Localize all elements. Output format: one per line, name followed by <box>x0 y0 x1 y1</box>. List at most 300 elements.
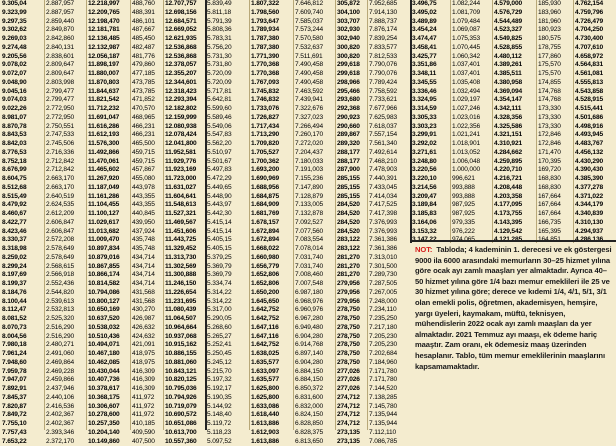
table-cell: 2.612,209 <box>46 210 85 219</box>
table-cell: 5.497,83 <box>207 166 248 175</box>
table-cell: 2.747,533 <box>46 131 85 140</box>
column-divider <box>367 0 368 430</box>
table-cell: 434,714 <box>132 271 162 280</box>
table-cell: 10.886,155 <box>165 350 204 359</box>
table-cell: 987,925 <box>452 201 491 210</box>
table-column <box>165 0 204 430</box>
table-cell: 172,846 <box>538 131 572 140</box>
table-cell: 2.552,436 <box>46 280 85 289</box>
table-cell: 2.402,367 <box>46 411 85 420</box>
table-cell: 11.080,439 <box>165 306 204 315</box>
table-cell: 9.078,02 <box>2 61 43 70</box>
table-cell: 11.029,617 <box>88 219 129 228</box>
table-cell: 4.344,179 <box>575 201 615 210</box>
table-cell: 5.190,35 <box>207 394 248 403</box>
table-cell: 7.440,391 <box>369 175 409 184</box>
table-cell: 1.672,894 <box>251 236 292 245</box>
table-cell: 5.148,40 <box>207 411 248 420</box>
table-cell: 5.448,90 <box>207 193 248 202</box>
table-cell: 4.325,586 <box>494 123 535 132</box>
table-cell: 4.328,356 <box>494 114 535 123</box>
table-cell: 3.496,75 <box>412 0 449 9</box>
table-cell: 2.402,367 <box>46 420 85 429</box>
table-cell: 1.652,806 <box>251 280 292 289</box>
table-cell: 8.081,52 <box>2 315 43 324</box>
table-cell: 3.336,46 <box>412 88 449 97</box>
table-cell: 7.433,045 <box>369 184 409 193</box>
table-cell: 1.656,779 <box>251 263 292 272</box>
table-cell: 11.226,654 <box>165 289 204 298</box>
table-cell: 1.645,650 <box>251 298 292 307</box>
table-cell: 5.791,39 <box>207 18 248 27</box>
table-cell: 7.086,785 <box>369 438 409 446</box>
table-cell: 5.252,41 <box>207 341 248 350</box>
table-cell: 12.536,868 <box>165 44 204 53</box>
table-cell: 7.204,437 <box>295 149 334 158</box>
column-divider <box>205 0 207 430</box>
table-cell: 4.286,136 <box>575 236 615 245</box>
table-column <box>251 0 292 430</box>
table-cell: 1.013,052 <box>452 149 491 158</box>
table-cell: 5.415,14 <box>207 228 248 237</box>
table-cell: 5.756,20 <box>207 44 248 53</box>
table-cell: 12.621,935 <box>165 35 204 44</box>
table-cell: 439,950 <box>132 219 162 228</box>
table-cell: 9.048,90 <box>2 79 43 88</box>
table-cell: 8.318,98 <box>2 245 43 254</box>
table-cell: 7.790,076 <box>369 61 409 70</box>
table-cell: 3.345,55 <box>412 79 449 88</box>
table-cell: 8.259,02 <box>2 254 43 263</box>
table-cell: 12.159,999 <box>165 114 204 123</box>
table-cell: 2.578,649 <box>46 245 85 254</box>
table-cell: 5.379,25 <box>207 254 248 263</box>
table-cell: 7.147,890 <box>295 184 334 193</box>
table-cell: 1.690,969 <box>251 175 292 184</box>
table-cell: 278,750 <box>337 350 366 359</box>
table-cell: 409,590 <box>132 429 162 438</box>
table-cell: 10.538,032 <box>88 324 129 333</box>
table-cell: 9.205,56 <box>2 53 43 62</box>
table-cell: 7.202,684 <box>369 350 409 359</box>
table-cell: 7.155,236 <box>295 175 334 184</box>
table-cell: 481,776 <box>132 53 162 62</box>
table-cell: 7.952,685 <box>369 0 409 9</box>
table-cell: 8.070,73 <box>2 324 43 333</box>
table-cell: 7.112,110 <box>369 429 409 438</box>
table-cell: 3.220,10 <box>412 175 449 184</box>
table-cell: 7.532,637 <box>295 44 334 53</box>
table-cell: 6.904,280 <box>295 359 334 368</box>
table-cell: 12.136,485 <box>88 35 129 44</box>
table-cell: 2.750,551 <box>46 123 85 132</box>
table-cell: 7.031,740 <box>295 254 334 263</box>
table-cell: 11.898,197 <box>88 61 129 70</box>
table-cell: 3.458,41 <box>412 44 449 53</box>
table-cell: 3.189,84 <box>412 201 449 210</box>
table-cell: 11.231,695 <box>165 298 204 307</box>
table-cell: 426,632 <box>132 324 162 333</box>
column-divider <box>44 0 45 430</box>
table-cell: 3.495,02 <box>412 9 449 18</box>
table-cell: 7.439,941 <box>295 96 334 105</box>
table-cell: 6.824,150 <box>295 411 334 420</box>
table-cell: 1.798,560 <box>251 9 292 18</box>
table-cell: 1.793,647 <box>251 18 292 27</box>
table-cell: 8.199,37 <box>2 280 43 289</box>
table-cell: 5.314,22 <box>207 298 248 307</box>
table-cell: 5.290,05 <box>207 315 248 324</box>
table-cell: 281,270 <box>337 263 366 272</box>
table-cell: 11.527,321 <box>165 210 204 219</box>
table-cell: 488,760 <box>132 0 162 9</box>
column-divider <box>130 0 131 430</box>
table-cell: 5.731,30 <box>207 53 248 62</box>
table-cell: 3.425,77 <box>412 53 449 62</box>
table-cell: 10.800,127 <box>88 298 129 307</box>
table-cell: 7.733,621 <box>369 96 409 105</box>
table-cell: 1.032,494 <box>452 88 491 97</box>
table-cell: 4.576,729 <box>494 9 535 18</box>
table-cell: 431,568 <box>132 298 162 307</box>
table-cell: 3.314,59 <box>412 105 449 114</box>
table-cell: 7.289,730 <box>369 271 409 280</box>
table-cell: 10.915,162 <box>165 341 204 350</box>
table-cell: 11.929,776 <box>165 158 204 167</box>
table-cell: 410,185 <box>132 420 162 429</box>
table-cell: 1.613,886 <box>251 438 292 446</box>
table-cell: 2.849,870 <box>46 26 85 35</box>
table-cell: 987,925 <box>452 210 491 219</box>
table-cell: 4.528,855 <box>494 44 535 53</box>
table-cell: 1.642,752 <box>251 306 292 315</box>
table-cell: 2.809,647 <box>46 61 85 70</box>
column-divider <box>249 0 250 430</box>
table-cell: 2.516,290 <box>46 324 85 333</box>
table-cell: 7.757,43 <box>2 429 43 438</box>
table-cell: 7.492,614 <box>369 149 409 158</box>
table-cell: 4.528,915 <box>575 96 615 105</box>
table-cell: 292,368 <box>337 105 366 114</box>
table-cell: 431,568 <box>132 289 162 298</box>
table-cell: 274,712 <box>337 394 366 403</box>
table-cell: 3.209,47 <box>412 193 449 202</box>
table-cell: 4.707,610 <box>575 44 615 53</box>
table-cell: 7.092,527 <box>295 219 334 228</box>
table-cell: 1.705,527 <box>251 149 292 158</box>
table-cell: 7.267,005 <box>369 289 409 298</box>
table-cell: 273,135 <box>337 438 366 446</box>
table-cell: 180,575 <box>538 35 572 44</box>
table-cell: 7.272,020 <box>295 140 334 149</box>
table-cell: 7.646,812 <box>295 0 334 9</box>
table-cell: 5.118,23 <box>207 429 248 438</box>
table-cell: 11.443,725 <box>165 236 204 245</box>
table-cell: 7.180,033 <box>295 158 334 167</box>
table-cell: 5.562,20 <box>207 140 248 149</box>
table-cell: 7.849,72 <box>2 411 43 420</box>
table-cell: 10.719,079 <box>165 403 204 412</box>
table-cell: 4.555,813 <box>575 79 615 88</box>
table-cell: 1.693,200 <box>251 166 292 175</box>
table-cell: 10.494,071 <box>88 341 129 350</box>
table-cell: 174,855 <box>538 79 572 88</box>
table-cell: 3.248,80 <box>412 158 449 167</box>
table-cell: 2.712,842 <box>46 166 85 175</box>
table-cell: 12.078,424 <box>165 131 204 140</box>
table-cell: 11.604,641 <box>165 193 204 202</box>
table-cell: 2.393,346 <box>46 429 85 438</box>
table-cell: 3.153,32 <box>412 228 449 237</box>
table-cell: 5.547,83 <box>207 131 248 140</box>
table-cell: 12.293,394 <box>165 96 204 105</box>
table-cell: 1.787,380 <box>251 44 292 53</box>
table-cell: 11.246,150 <box>165 280 204 289</box>
table-cell: 1.633,086 <box>251 403 292 412</box>
table-cell: 11.880,007 <box>88 70 129 79</box>
table-cell: 4.121,285 <box>494 236 535 245</box>
table-cell: 10.204,140 <box>88 429 129 438</box>
table-cell: 8.184,76 <box>2 289 43 298</box>
table-column <box>46 0 85 430</box>
table-cell: 5.472,29 <box>207 175 248 184</box>
table-cell: 11.844,637 <box>88 88 129 97</box>
table-cell: 302,930 <box>337 26 366 35</box>
table-cell: 4.354,147 <box>494 96 535 105</box>
table-cell: 11.631,027 <box>165 184 204 193</box>
table-cell: 459,715 <box>132 149 162 158</box>
table-cell: 996,621 <box>452 175 491 184</box>
table-cell: 181,960 <box>538 18 572 27</box>
table-cell: 4.480,112 <box>494 53 535 62</box>
table-cell: 4.143,395 <box>494 219 535 228</box>
table-cell: 7.625,983 <box>369 114 409 123</box>
table-cell: 993,888 <box>452 184 491 193</box>
table-cell: 5.589,46 <box>207 114 248 123</box>
table-cell: 279,956 <box>337 289 366 298</box>
table-cell: 3.299,91 <box>412 131 449 140</box>
table-cell: 2.716,336 <box>46 149 85 158</box>
table-cell: 7.758,592 <box>369 88 409 97</box>
table-cell: 303,707 <box>337 18 366 27</box>
table-cell: 7.561,340 <box>369 140 409 149</box>
table-cell: 4.259,895 <box>494 158 535 167</box>
table-cell: 11.187,049 <box>88 184 129 193</box>
table-cell: 11.451,606 <box>165 228 204 237</box>
table-cell: 443,355 <box>132 201 162 210</box>
table-cell: 298,966 <box>337 79 366 88</box>
table-cell: 10.467,180 <box>88 350 129 359</box>
table-cell: 3.164,06 <box>412 219 449 228</box>
table-cell: 465,500 <box>132 140 162 149</box>
table-cell: 4.310,921 <box>494 140 535 149</box>
table-cell: 1.618,440 <box>251 411 292 420</box>
table-cell: 4.456,132 <box>575 149 615 158</box>
table-cell: 1.082,244 <box>452 0 491 9</box>
table-cell: 10.557,360 <box>165 438 204 446</box>
table-cell: 279,956 <box>337 280 366 289</box>
table-cell: 8.330,37 <box>2 236 43 245</box>
table-cell: 7.463,592 <box>295 88 334 97</box>
table-cell: 2.803,998 <box>46 79 85 88</box>
table-cell: 471,852 <box>132 96 162 105</box>
table-cell: 435,748 <box>132 245 162 254</box>
table-cell: 2.566,918 <box>46 271 85 280</box>
table-cell: 5.415,14 <box>207 219 248 228</box>
table-cell: 7.812,533 <box>369 53 409 62</box>
table-cell: 407,500 <box>132 438 162 446</box>
table-cell: 411,972 <box>132 394 162 403</box>
table-cell: 3.474,47 <box>412 35 449 44</box>
table-cell: 7.077,560 <box>295 228 334 237</box>
table-cell: 5.097,52 <box>207 438 248 446</box>
table-cell: 7.790,076 <box>369 70 409 79</box>
table-cell: 4.310,130 <box>575 219 615 228</box>
table-cell: 288,177 <box>337 149 366 158</box>
table-cell: 167,664 <box>538 201 572 210</box>
table-cell: 3.292,02 <box>412 140 449 149</box>
table-cell: 2.606,847 <box>46 228 85 237</box>
table-cell: 7.845,37 <box>2 394 43 403</box>
table-cell: 7.322,676 <box>295 105 334 114</box>
table-cell: 11.013,682 <box>88 228 129 237</box>
table-cell: 6.828,375 <box>295 429 334 438</box>
table-cell: 6.884,150 <box>295 376 334 385</box>
table-cell: 9.305,04 <box>2 0 43 9</box>
table-cell: 8.870,78 <box>2 123 43 132</box>
table-cell: 10.257,350 <box>88 420 129 429</box>
column-divider <box>163 0 164 430</box>
table-cell: 10.867,855 <box>88 263 129 272</box>
table-cell: 11.612,193 <box>88 131 129 140</box>
table-cell: 299,618 <box>337 61 366 70</box>
table-cell: 287,900 <box>337 166 366 175</box>
column-divider <box>293 0 294 430</box>
table-cell: 7.961,24 <box>2 350 43 359</box>
table-cell: 5.839,49 <box>207 0 248 9</box>
table-column <box>2 0 43 430</box>
table-cell: 1.771,390 <box>251 53 292 62</box>
table-cell: 7.417,525 <box>369 201 409 210</box>
table-cell: 284,520 <box>337 210 366 219</box>
table-cell: 2.440,106 <box>46 394 85 403</box>
table-cell: 2.525,320 <box>46 315 85 324</box>
table-cell: 175,570 <box>538 70 572 79</box>
table-cell: 4.340,839 <box>575 210 615 219</box>
table-cell: 278,750 <box>337 324 366 333</box>
table-cell: 7.585,037 <box>295 18 334 27</box>
table-cell: 7.839,254 <box>369 35 409 44</box>
table-cell: 5.449,65 <box>207 184 248 193</box>
table-cell: 4.369,094 <box>494 88 535 97</box>
table-cell: 4.549,825 <box>494 35 535 44</box>
table-cell: 7.618,037 <box>369 123 409 132</box>
table-cell: 170,395 <box>538 158 572 167</box>
table-cell: 4.543,858 <box>575 88 615 97</box>
table-cell: 4.216,721 <box>494 175 535 184</box>
table-cell: 11.470,061 <box>88 158 129 167</box>
table-cell: 6.968,976 <box>295 298 334 307</box>
table-cell: 1.625,800 <box>251 385 292 394</box>
table-cell: 5.334,74 <box>207 280 248 289</box>
table-cell: 11.952,581 <box>165 149 204 158</box>
table-cell: 10.510,436 <box>88 333 129 342</box>
table-cell: 4.390,430 <box>575 166 615 175</box>
table-cell: 7.653,22 <box>2 438 43 446</box>
table-cell: 457,867 <box>132 166 162 175</box>
table-cell: 8.676,99 <box>2 166 43 175</box>
table-cell: 3.271,61 <box>412 149 449 158</box>
table-cell: 8.842,03 <box>2 140 43 149</box>
table-cell: 11.302,569 <box>165 263 204 272</box>
table-cell: 11.313,730 <box>165 254 204 263</box>
table-cell: 11.576,300 <box>88 140 129 149</box>
table-cell: 4.173,755 <box>494 210 535 219</box>
table-cell: 7.490,458 <box>295 70 334 79</box>
table-cell: 8.515,49 <box>2 193 43 202</box>
table-cell: 12.344,601 <box>165 79 204 88</box>
table-cell: 5.144,92 <box>207 403 248 412</box>
table-cell: 6.897,140 <box>295 350 334 359</box>
table-cell: 7.144,520 <box>369 385 409 394</box>
table-cell: 274,712 <box>337 420 366 429</box>
table-cell: 1.726,827 <box>251 114 292 123</box>
table-cell: 1.612,903 <box>251 429 292 438</box>
table-cell: 3.454,24 <box>412 26 449 35</box>
table-cell: 164,851 <box>538 236 572 245</box>
table-cell: 1.770,368 <box>251 61 292 70</box>
table-cell: 1.709,820 <box>251 140 292 149</box>
table-cell: 5.119,72 <box>207 420 248 429</box>
table-cell: 8.843,53 <box>2 131 43 140</box>
table-cell: 437,924 <box>132 228 162 237</box>
table-cell: 12.698,156 <box>165 9 204 18</box>
table-cell: 434,714 <box>132 280 162 289</box>
table-cell: 278,750 <box>337 359 366 368</box>
table-cell: 10.843,121 <box>165 368 204 377</box>
table-cell: 1.642,752 <box>251 315 292 324</box>
table-cell: 166,735 <box>538 219 572 228</box>
table-cell: 165,395 <box>538 228 572 237</box>
table-cell: 2.469,228 <box>46 368 85 377</box>
table-cell: 2.568,615 <box>46 263 85 272</box>
table-cell: 7.755,10 <box>2 420 43 429</box>
table-cell: 7.083,554 <box>295 236 334 245</box>
table-cell: 9.297,35 <box>2 18 43 27</box>
table-cell: 2.491,060 <box>46 350 85 359</box>
table-cell: 488,391 <box>132 9 162 18</box>
table-cell: 1.717,434 <box>251 123 292 132</box>
table-cell: 434,714 <box>132 254 162 263</box>
table-cell: 7.892,91 <box>2 385 43 394</box>
table-cell: 2.772,950 <box>46 114 85 123</box>
table-cell: 440,845 <box>132 210 162 219</box>
table-cell: 180,923 <box>538 26 572 35</box>
table-cell: 416,309 <box>132 376 162 385</box>
table-column <box>337 0 366 430</box>
table-cell: 10.814,582 <box>88 280 129 289</box>
table-cell: 12.218,997 <box>88 0 129 9</box>
table-cell: 2.606,847 <box>46 219 85 228</box>
table-cell: 4.389,261 <box>494 61 535 70</box>
table-cell: 7.205,230 <box>369 333 409 342</box>
table-cell: 1.746,832 <box>251 96 292 105</box>
table-cell: 2.516,290 <box>46 333 85 342</box>
table-cell: 5.720,09 <box>207 79 248 88</box>
table-cell: 2.772,950 <box>46 105 85 114</box>
table-cell: 2.838,601 <box>46 53 85 62</box>
table-cell: 1.070,445 <box>452 44 491 53</box>
